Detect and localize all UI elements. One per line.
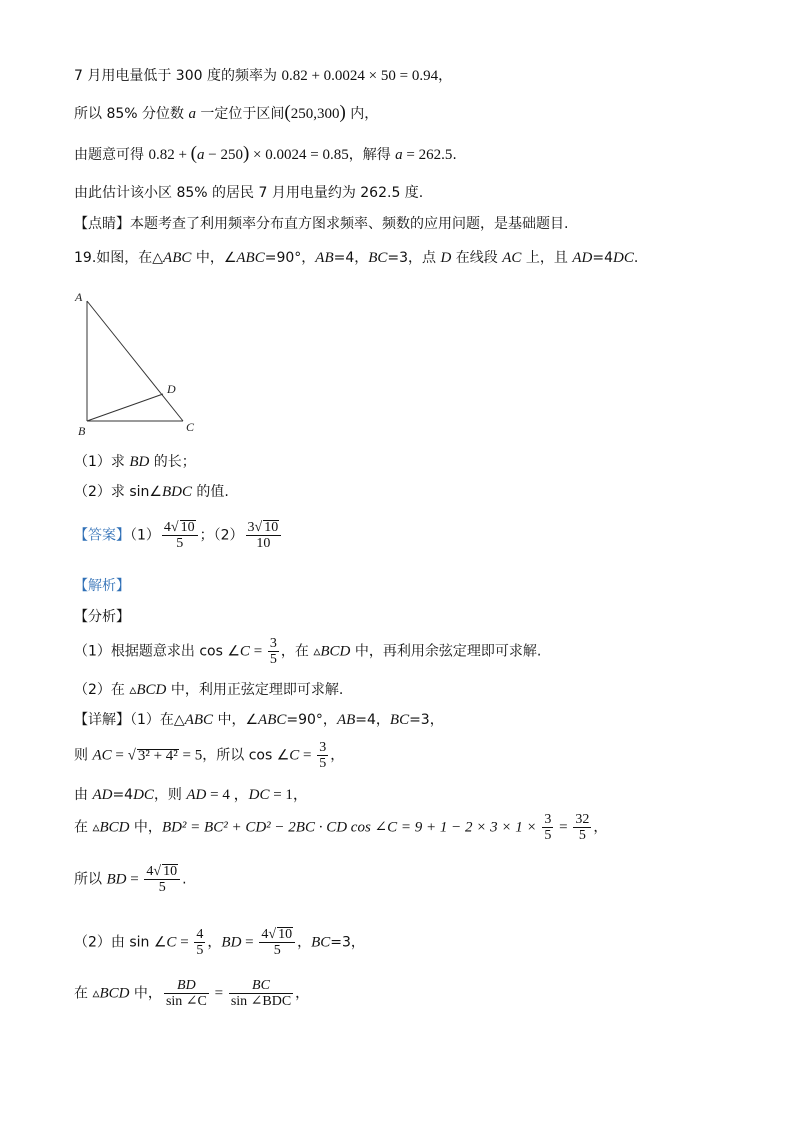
l3-m1: 0.82 + [148, 147, 191, 163]
q19-d: D [440, 250, 452, 266]
x6-t3: ， [297, 934, 312, 951]
detail-4 [74, 812, 607, 843]
x5-end: . [182, 871, 187, 888]
x6-bc: BC [311, 934, 331, 951]
x2-end: ， [330, 747, 345, 764]
question-19 [74, 248, 638, 268]
answer-line [74, 520, 283, 551]
x2-eq: = [111, 747, 128, 764]
q19-t6: 在线段 [451, 250, 503, 266]
q19-dc: DC [612, 250, 634, 266]
x4-eq2: = [555, 819, 572, 836]
q19-bc: BC [368, 250, 388, 266]
segment-bd [87, 394, 163, 421]
x6-bd: BD [221, 934, 242, 951]
x2-den: 5 [319, 756, 327, 771]
x6-n1: 4 [196, 927, 204, 942]
q19-t5: =3，点 [387, 250, 441, 266]
l2-text-b: 一定位于区间 [195, 106, 285, 122]
x2-num: 3 [319, 740, 327, 755]
part-2 [74, 482, 229, 502]
x7-d2: sin ∠BDC [230, 994, 292, 1009]
x1-abc2: ABC [258, 712, 287, 728]
an2-t1: （2）在 ▵ [74, 682, 137, 698]
fenxi-heading: 【分析】 [74, 609, 130, 625]
l3-m3: × 0.0024 = 0.85 [249, 147, 349, 163]
answer-p1: （1） [130, 527, 160, 544]
p2-t1: （2）求 sin∠ [74, 484, 162, 500]
detail-5 [74, 864, 187, 895]
ans1-num: 4 [163, 520, 171, 535]
x3-dc2: DC [248, 787, 270, 803]
l5-text: 【点睛】本题考查了利用频率分布直方图求频率、频数的应用问题，是基础题目. [74, 216, 569, 232]
x2-r: = 5 [178, 747, 203, 764]
x2-c: C [289, 747, 300, 764]
x6-rad: 10 [278, 927, 293, 942]
x2-rad: 3² + 4² [137, 747, 178, 764]
q19-abc: ABC [163, 250, 192, 266]
x6-n2: 4 [261, 927, 269, 942]
x6-t4: =3， [330, 934, 365, 951]
l4-text: 由此估计该小区 85% 的居民 7 月用电量约为 262.5 度. [74, 185, 424, 201]
l3-m4: = 262.5 [402, 147, 453, 163]
p1-bd: BD [129, 454, 150, 470]
p2-t2: 的值. [191, 484, 229, 500]
q19-t1: 19.如图，在△ [74, 250, 164, 266]
x4-t2: 中， [129, 819, 162, 836]
x1-t3: =90°， [286, 712, 337, 728]
x6-eq: = [176, 934, 193, 951]
detail-2: 则 AC = √ 3² + 4² = 5，所以 cos ∠C = $\frac{3}{5}$ ， [74, 740, 345, 771]
ans1-den: 5 [176, 536, 184, 551]
x7-frac-2 [229, 978, 293, 1009]
an1-t3: 中，再利用余弦定理即可求解. [350, 643, 542, 660]
l1-text: 7 月用电量低于 300 度的频率为 [74, 68, 282, 84]
text-line-2 [74, 103, 378, 124]
l2-lparen: ( [284, 102, 291, 123]
x4-end: ， [593, 819, 608, 836]
an1-num: 3 [269, 636, 277, 651]
an1-frac [268, 636, 279, 667]
x1-abc: ABC [184, 712, 214, 728]
l1-punct: ， [438, 68, 453, 84]
part-1 [74, 452, 196, 472]
x7-bcd: BCD [99, 985, 130, 1002]
label-b: B [78, 424, 86, 438]
detail-7 [74, 978, 309, 1009]
q19-ac: AC [502, 250, 522, 266]
q19-abc2: ABC [236, 250, 265, 266]
l3-lparen: ( [190, 143, 197, 164]
x7-t2: 中， [129, 985, 162, 1002]
x5-frac: $\frac{4√ 10}{5}$ [144, 864, 180, 895]
ans2-rad: 10 [264, 520, 279, 535]
l3-end: . [452, 147, 457, 163]
x7-eq: = [210, 985, 227, 1002]
p1-t2: 的长； [149, 454, 196, 470]
x3-t3: ，则 [153, 787, 187, 803]
x5-eq: = [126, 871, 143, 888]
an1-t1: （1）根据题意求出 cos ∠ [74, 643, 240, 660]
x5-num: 4 [146, 864, 154, 879]
label-a: A [75, 290, 83, 304]
an1-c: C [239, 643, 250, 660]
detail-3 [74, 785, 308, 805]
x1-t1: 【详解】（1）在△ [74, 712, 185, 728]
q19-t2: 中，∠ [191, 250, 237, 266]
x2-t2: ，所以 cos ∠ [202, 747, 290, 764]
text-line-4 [74, 183, 423, 203]
label-d: D [167, 382, 176, 396]
answer-sep: ；（2） [199, 527, 244, 544]
ans2-den: 10 [256, 536, 271, 551]
l3-text-c: ，解得 [348, 147, 396, 163]
x5-den: 5 [158, 880, 166, 895]
ans2-num: 3 [247, 520, 255, 535]
an2-bcd: BCD [136, 682, 167, 698]
x5-bd: BD [106, 871, 127, 888]
p1-t1: （1）求 [74, 454, 130, 470]
an1-den: 5 [269, 652, 277, 667]
q19-t7: 上，且 [521, 250, 573, 266]
x6-frac-1 [194, 927, 205, 958]
an1-eq: = [249, 643, 266, 660]
l2-text-c: 内， [345, 106, 379, 122]
x3-dc: DC [133, 787, 154, 803]
text-line-1 [74, 66, 452, 86]
x6-d1: 5 [196, 943, 204, 958]
x7-d1: sin ∠C [165, 994, 207, 1009]
l2-interval: 250,300 [290, 106, 340, 122]
q19-t4: =4， [333, 250, 369, 266]
q19-t9: . [633, 250, 639, 266]
q19-ab: AB [315, 250, 334, 266]
x4-frac-2 [573, 812, 591, 843]
an1-t2: ，在 ▵ [280, 643, 321, 660]
l3-m2: − 250 [204, 147, 243, 163]
x3-m1: = 4 ， [206, 787, 249, 803]
l3-text: 由题意可得 [74, 147, 149, 163]
x3-t2: =4 [112, 787, 134, 803]
x2-ac: AC [92, 747, 112, 764]
ans1-rad: 10 [180, 520, 195, 535]
l3-rparen: ) [242, 143, 250, 164]
l2-rparen: ) [339, 102, 346, 123]
x7-n2: BC [229, 978, 293, 994]
x3-t1: 由 [74, 787, 93, 803]
q19-t3: =90°， [264, 250, 316, 266]
detail-1 [74, 710, 444, 730]
x7-t1: 在 ▵ [74, 985, 100, 1002]
l2-text: 所以 85% 分位数 [74, 106, 189, 122]
an1-bcd: BCD [320, 643, 351, 660]
x6-c: C [166, 934, 177, 951]
x7-frac-1 [164, 978, 209, 1009]
x1-t2: 中，∠ [213, 712, 259, 728]
triangle-figure [70, 285, 210, 440]
x6-eq2: = [241, 934, 258, 951]
l3-var2: a [395, 147, 403, 163]
q19-ad: AD [572, 250, 593, 266]
x4-d1: 5 [544, 828, 552, 843]
x1-t4: =4， [355, 712, 390, 728]
x4-d2: 5 [578, 828, 586, 843]
x7-n1: BD [164, 978, 209, 994]
x6-frac-2: $\frac{4√ 10}{5}$ [259, 927, 295, 958]
x5-t1: 所以 [74, 871, 107, 888]
x7-end: ， [295, 985, 310, 1002]
x3-ad: AD [92, 787, 113, 803]
x1-ab: AB [336, 712, 356, 728]
answer-frac-1: $\frac{4√ 10}{5}$ [162, 520, 198, 551]
x1-bc: BC [389, 712, 410, 728]
side-ac [87, 301, 183, 421]
x4-t1: 在 ▵ [74, 819, 100, 836]
x6-d2: 5 [273, 943, 281, 958]
p2-bdc: BDC [161, 484, 192, 500]
label-c: C [186, 420, 195, 434]
analysis-2 [74, 680, 343, 700]
x2-t1: 则 [74, 747, 93, 764]
jiexi-heading: 【解析】 [74, 578, 130, 594]
x4-eq: BD² = BC² + CD² − 2BC · CD cos ∠C = 9 + 1 − 2 × 3 × 1 × [161, 819, 541, 836]
x4-bcd: BCD [99, 819, 130, 836]
x6-t2: ， [207, 934, 222, 951]
answer-label: 【答案】 [74, 527, 130, 544]
detail-6 [74, 927, 365, 958]
an2-t2: 中，利用正弦定理即可求解. [166, 682, 344, 698]
x4-n1: 3 [544, 812, 552, 827]
x1-t5: =3， [409, 712, 444, 728]
l2-var: a [188, 106, 196, 122]
x3-ad2: AD [186, 787, 207, 803]
text-line-3 [74, 144, 457, 165]
x5-rad: 10 [163, 864, 178, 879]
x2-frac [317, 740, 328, 771]
x2-eq2: = [299, 747, 316, 764]
l3-var: a [197, 147, 205, 163]
l1-math: 0.82 + 0.0024 × 50 = 0.94 [281, 68, 439, 84]
x4-n2: 32 [575, 812, 590, 827]
q19-t8: =4 [592, 250, 613, 266]
x6-t1: （2）由 sin ∠ [74, 934, 167, 951]
analysis-1 [74, 636, 541, 667]
x3-m2: = 1， [269, 787, 308, 803]
answer-frac-2: $\frac{3√ 10}{10}$ [246, 520, 282, 551]
x4-frac-1 [542, 812, 553, 843]
comment-line [74, 214, 568, 234]
